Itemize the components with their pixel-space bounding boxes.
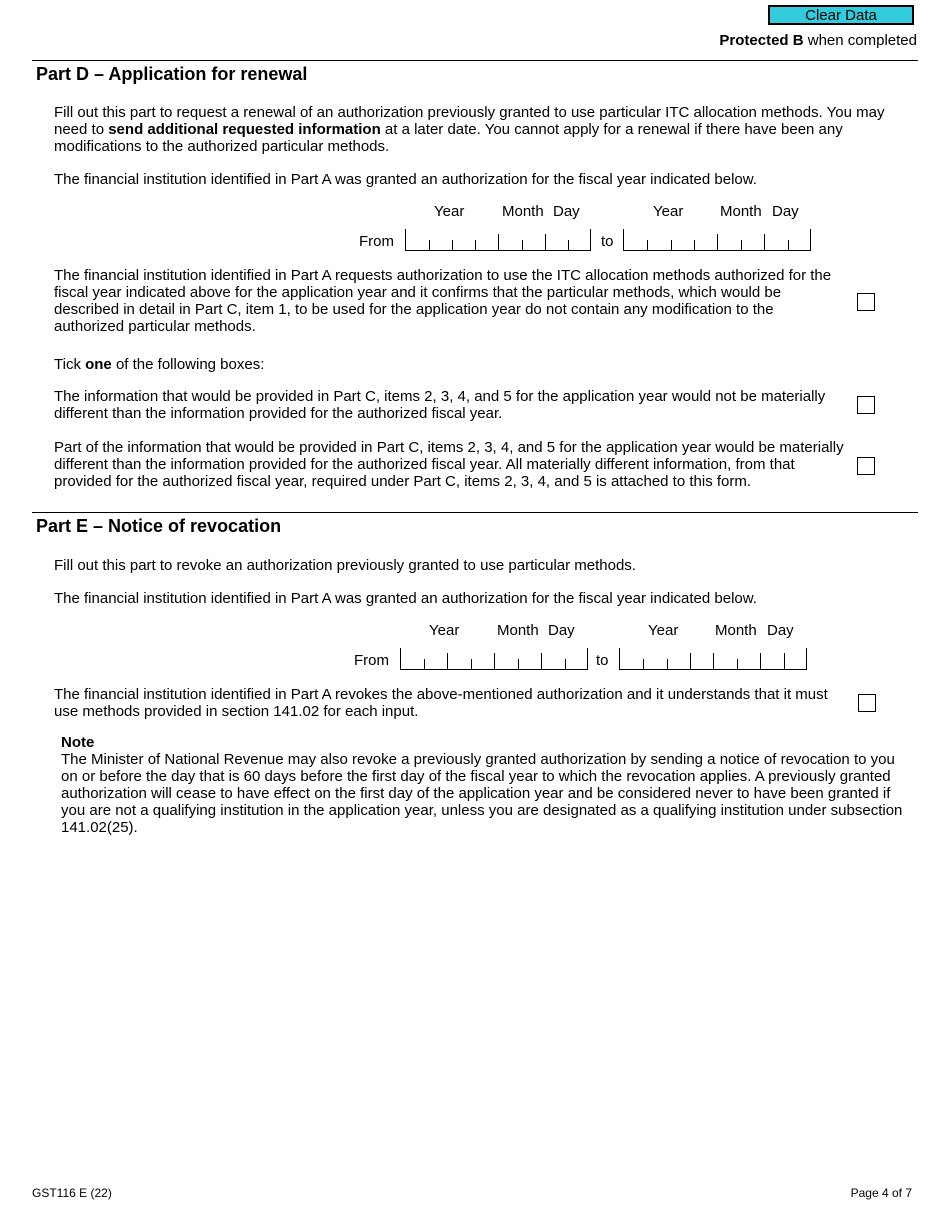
part-d-tick-instruction [54,356,910,373]
tick [518,659,519,669]
protected-b-label [719,32,917,49]
part-d-option1-checkbox[interactable] [857,396,875,414]
tick [717,234,718,250]
tick [713,653,714,669]
part-d-from-month-label: Month [502,203,544,220]
protected-b-bold: Protected B [719,32,804,49]
tick [447,653,448,669]
part-d-from-year-label: Year [434,203,465,220]
note-title: Note [61,734,95,751]
tick-instruction-bold: one [85,356,112,373]
part-e-to-year-label: Year [648,622,679,639]
part-e-revoke-checkbox[interactable] [858,694,876,712]
tick [545,234,546,250]
protected-b-rest: when completed [803,32,917,49]
part-e-from-date-input[interactable] [400,648,588,670]
tick [694,240,695,250]
part-d-from-date-input[interactable] [405,229,591,251]
tick [424,659,425,669]
tick [784,653,785,669]
tick [764,234,765,250]
page-number: Page 4 of 7 [850,1186,912,1200]
part-e-from-day-label: Day [548,622,575,639]
tick [643,659,644,669]
tick [498,234,499,250]
tick [429,240,430,250]
part-d-intro-b: at a later date. You cannot apply for a renewal if there have been any modifications to the authorized particular methods. [54,121,843,155]
note-text: The Minister of National Revenue may also revoke a previously granted authorization by sending a notice of revocation to you on or before the day that is 60 days before the first day of the fiscal year to which the revocation applies. A previously granted authorization will cease to have effect on the first day of the application year and be considered never to have been granted if you are not a qualifying institution in the application year, unless you are designated as a qualifying institution under subsection 141.02(25). [61,751,903,836]
part-d-from-label: From [359,233,394,250]
part-d-request-checkbox[interactable] [857,293,875,311]
part-d-option1-text: The information that would be provided in Part C, items 2, 3, 4, and 5 for the application year would not be materially different than the information provided for the authorized fiscal year. [54,388,826,422]
part-d-granted-text: The financial institution identified in Part A was granted an authorization for the fiscal year indicated below. [54,171,757,188]
part-e-intro: Fill out this part to revoke an authorization previously granted to use particular methods. [54,557,636,574]
tick [741,240,742,250]
part-d-to-label: to [601,233,614,250]
tick [690,653,691,669]
tick [452,240,453,250]
part-d-to-date-input[interactable] [623,229,811,251]
part-e-divider [32,512,918,513]
tick [667,659,668,669]
part-e-from-year-label: Year [429,622,460,639]
tick [671,240,672,250]
tick [760,653,761,669]
part-d-intro-bold: send additional requested information [108,121,381,138]
tick [565,659,566,669]
part-d-intro-a: Fill out this part to request a renewal of an authorization previously granted to use particular ITC allocation methods. You may need to [54,104,885,138]
part-d-from-day-label: Day [553,203,580,220]
part-e-revoke-text: The financial institution identified in Part A revokes the above-mentioned authorization and it understands that it must use methods provided in section 141.02 for each input. [54,686,828,720]
tick [541,653,542,669]
part-e-granted-text: The financial institution identified in Part A was granted an authorization for the fiscal year indicated below. [54,590,757,607]
part-d-to-year-label: Year [653,203,684,220]
part-d-divider [32,60,918,61]
part-d-intro [54,104,910,155]
tick [471,659,472,669]
tick-instruction-b: of the following boxes: [111,356,265,373]
part-d-option2-checkbox[interactable] [857,457,875,475]
part-e-from-label: From [354,652,389,669]
tick [494,653,495,669]
part-d-option2-text: Part of the information that would be provided in Part C, items 2, 3, 4, and 5 for the application year would be materially different than the information provided for the authorized fiscal year. All materially different information, from that provided for the authorized fiscal year, required under Part C, items 2, 3, 4, and 5 is attached to this form. [54,439,844,490]
tick [737,659,738,669]
tick [475,240,476,250]
part-e-to-label: to [596,652,609,669]
part-e-from-month-label: Month [497,622,539,639]
part-d-to-day-label: Day [772,203,799,220]
form-id: GST116 E (22) [32,1186,112,1200]
tick [568,240,569,250]
part-e-title: Part E – Notice of revocation [36,516,282,536]
tick [788,240,789,250]
tick [522,240,523,250]
part-e-to-date-input[interactable] [619,648,807,670]
tick-instruction-a: Tick [54,356,86,373]
tick [647,240,648,250]
part-d-request-text: The financial institution identified in Part A requests authorization to use the ITC allocation methods authorized for the fiscal year indicated above for the application year and it confirms that the particular methods, which would be described in detail in Part C, item 1, to be used for the application year do not contain any modification to the authorized particular methods. [54,267,832,335]
part-e-to-month-label: Month [715,622,757,639]
clear-data-button[interactable]: Clear Data [768,5,914,25]
part-d-to-month-label: Month [720,203,762,220]
part-e-to-day-label: Day [767,622,794,639]
part-d-title: Part D – Application for renewal [36,64,308,84]
